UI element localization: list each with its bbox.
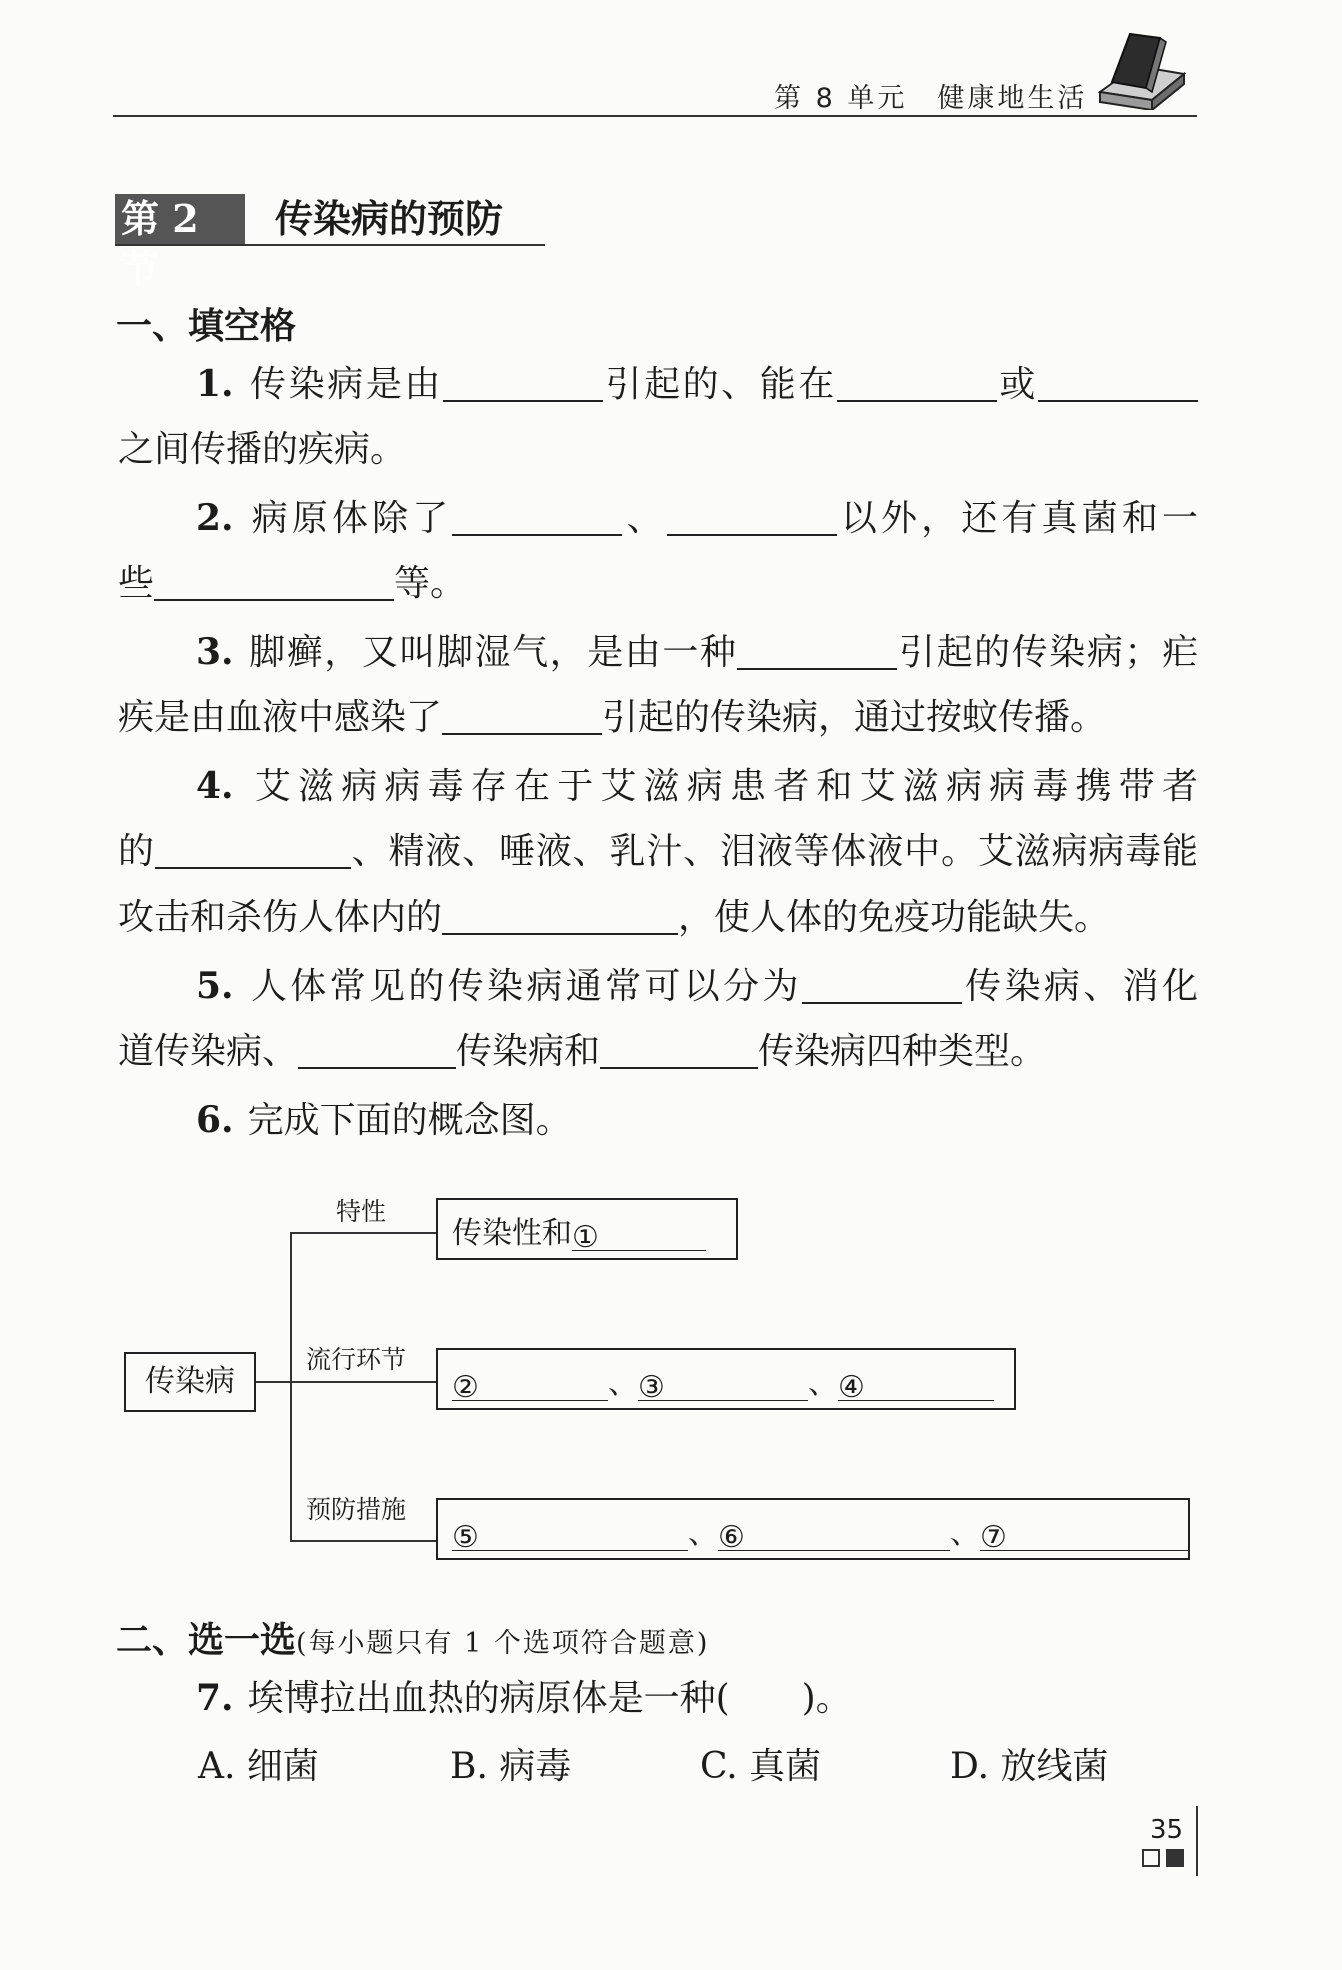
- section-title: 传染病的预防: [275, 196, 504, 241]
- blank[interactable]: [802, 968, 962, 1004]
- blank-1[interactable]: ①: [572, 1220, 706, 1251]
- blank[interactable]: [837, 366, 997, 402]
- question-5-line-2: 道传染病、 传染病和 传染病四种类型。: [118, 1031, 1047, 1072]
- blank-2[interactable]: ②: [452, 1370, 608, 1401]
- blank[interactable]: [154, 565, 394, 601]
- concept-box-prevention: ⑤ 、⑥ 、⑦: [436, 1498, 1190, 1560]
- part2-note: (每小题只有 1 个选项符合题意): [296, 1628, 710, 1659]
- header-subject: 健康地生活: [937, 83, 1088, 114]
- blank[interactable]: [442, 699, 602, 735]
- question-number: 5.: [196, 965, 234, 1007]
- running-header: [774, 76, 1087, 115]
- connector: [290, 1232, 436, 1234]
- question-7: 7. 埃博拉出血热的病原体是一种( )。: [196, 1677, 852, 1719]
- concept-box-epidemic-links: ② 、③ 、④: [436, 1348, 1016, 1410]
- connector: [290, 1232, 292, 1540]
- question-number: 2.: [196, 497, 234, 539]
- blank-5[interactable]: ⑤: [452, 1520, 688, 1551]
- concept-root: 传染病: [124, 1352, 256, 1412]
- question-4-line-2: 的 、精液、唾液、乳汁、泪液等体液中。艾滋病病毒能: [118, 831, 1198, 872]
- option-d[interactable]: D. 放线菌: [950, 1746, 1109, 1787]
- branch-label-epidemic-links: 流行环节: [306, 1345, 407, 1374]
- blank[interactable]: [1038, 366, 1198, 402]
- question-number: 1.: [196, 363, 234, 405]
- blank[interactable]: [452, 500, 622, 536]
- header-unit: 第 8 单元: [774, 83, 908, 114]
- option-b[interactable]: B. 病毒: [450, 1746, 572, 1787]
- question-4-line-3: 攻击和杀伤人体内的 ，使人体的免疫功能缺失。: [118, 897, 1111, 938]
- blank[interactable]: [443, 366, 603, 402]
- concept-box-trait: 传染性和①: [436, 1198, 738, 1260]
- part1-heading: 一、填空格: [116, 305, 297, 347]
- blank-6[interactable]: ⑥: [718, 1520, 950, 1551]
- blank[interactable]: [155, 833, 351, 869]
- page-number: 35: [1150, 1815, 1184, 1845]
- branch-label-trait: 特性: [336, 1197, 387, 1226]
- question-2-line-1: 2. 病原体除了 、 以外，还有真菌和一: [196, 497, 1198, 539]
- question-1-line-1: 1. 传染病是由 引起的、能在 或: [196, 362, 1198, 407]
- question-number: 3.: [196, 631, 234, 673]
- blank[interactable]: [298, 1033, 456, 1069]
- blank-4[interactable]: ④: [838, 1370, 994, 1401]
- section-rule: [115, 244, 545, 246]
- branch-label-prevention: 预防措施: [306, 1495, 407, 1524]
- question-number: 4.: [196, 765, 234, 807]
- connector: [256, 1381, 290, 1383]
- blank[interactable]: [442, 899, 678, 935]
- connector: [290, 1540, 436, 1542]
- question-number: 6.: [196, 1099, 234, 1141]
- option-c[interactable]: C. 真菌: [700, 1746, 822, 1787]
- option-a[interactable]: A. 细菌: [198, 1746, 319, 1787]
- question-number: 7.: [196, 1677, 234, 1719]
- question-3-line-1: 3. 脚癣，又叫脚湿气，是由一种 引起的传染病；疟: [196, 631, 1198, 673]
- blank[interactable]: [667, 500, 837, 536]
- filled-square-icon: [1166, 1849, 1184, 1867]
- book-icon: [1090, 30, 1190, 110]
- page-rule: [1196, 1806, 1198, 1876]
- blank[interactable]: [737, 634, 897, 670]
- section-badge: 第 2 节: [115, 194, 245, 244]
- connector: [290, 1381, 436, 1383]
- blank[interactable]: [600, 1033, 758, 1069]
- question-6: 6. 完成下面的概念图。: [196, 1099, 572, 1141]
- blank-7[interactable]: ⑦: [980, 1520, 1188, 1551]
- question-2-line-2: 些 等。: [118, 563, 467, 604]
- header-rule: [113, 115, 1197, 117]
- outline-square-icon: [1142, 1849, 1160, 1867]
- question-4-line-1: 4. 艾滋病病毒存在于艾滋病患者和艾滋病病毒携带者: [196, 765, 1198, 807]
- question-5-line-1: 5. 人体常见的传染病通常可以分为 传染病、消化: [196, 965, 1198, 1007]
- question-1-line-2: 之间传播的疾病。: [118, 429, 407, 470]
- question-3-line-2: 疾是由血液中感染了 引起的传染病，通过按蚊传播。: [118, 697, 1107, 738]
- part2-heading: 二、选一选(每小题只有 1 个选项符合题意): [116, 1619, 710, 1661]
- blank-3[interactable]: ③: [638, 1370, 808, 1401]
